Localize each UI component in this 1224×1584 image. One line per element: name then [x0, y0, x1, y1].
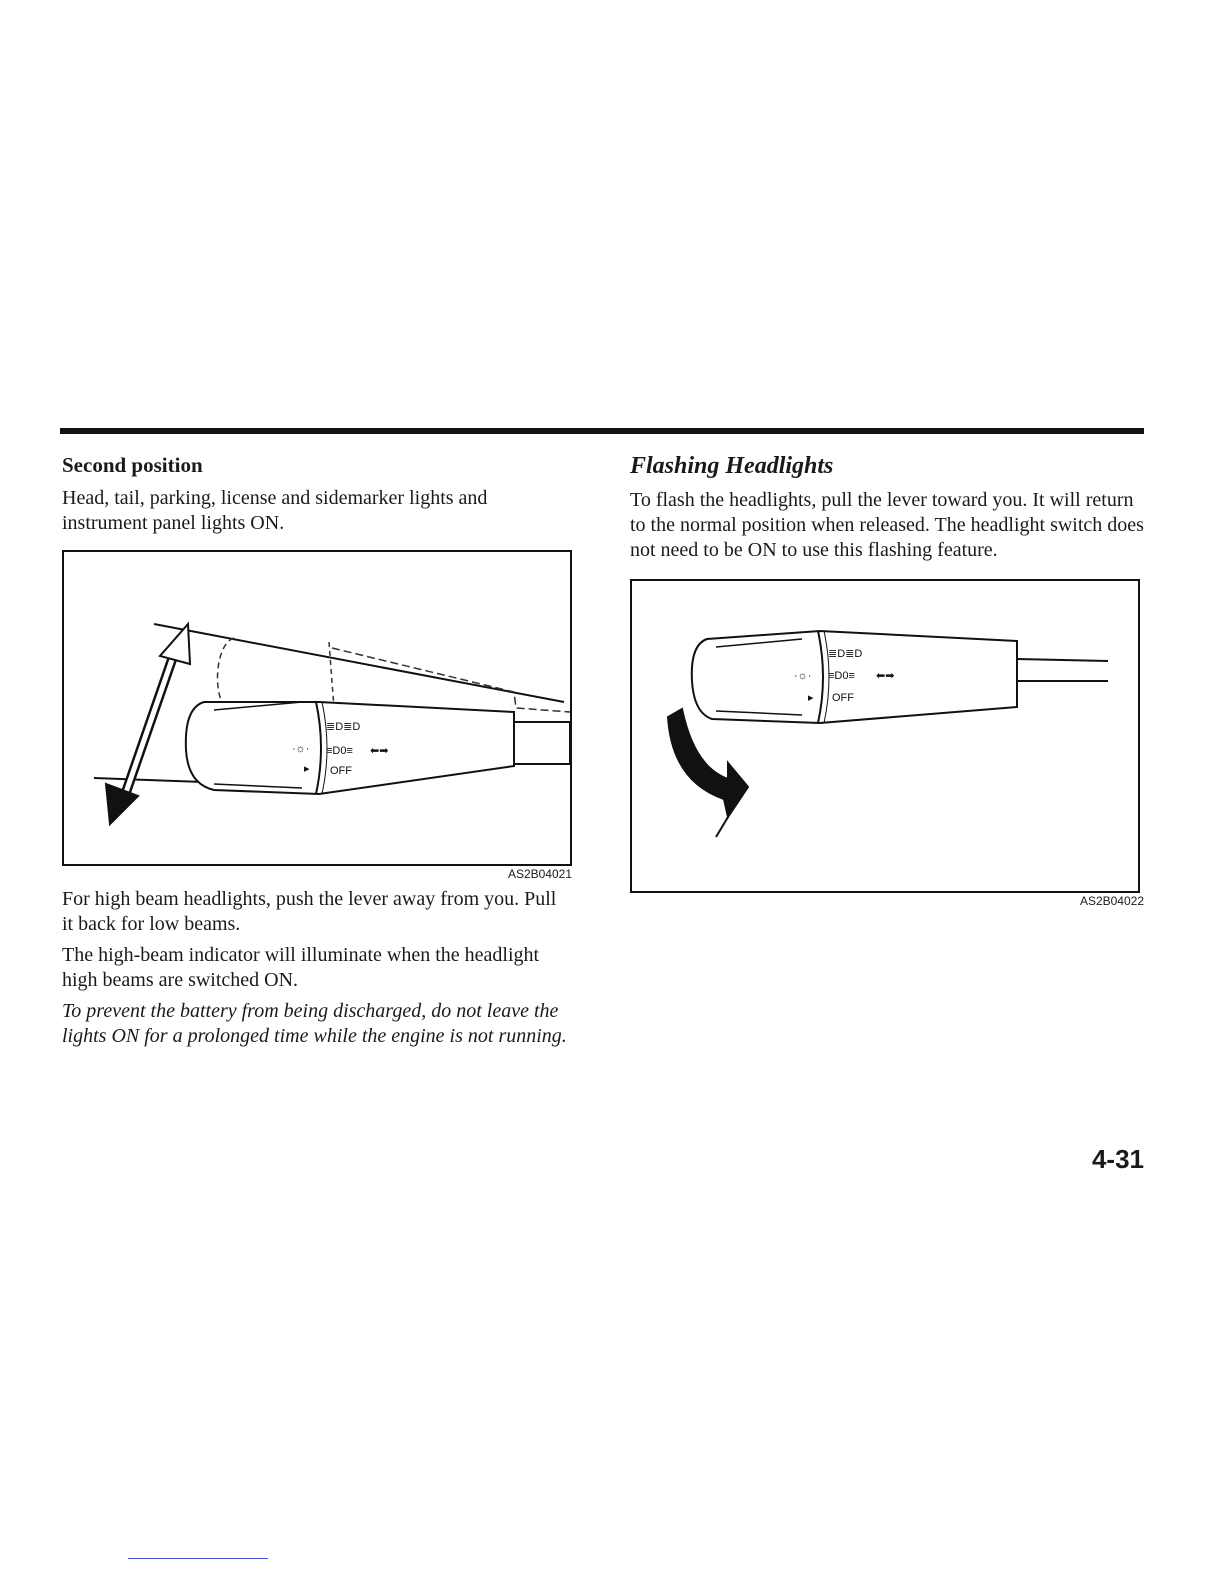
push-pull-arrow-icon — [106, 624, 190, 824]
note-battery: To prevent the battery from being discharged, do not leave the lights ON for a prolonged time while the engine is not running. — [62, 1000, 567, 1047]
lever-label-high: ≣D≣D — [326, 721, 361, 733]
paragraph-second-position: Head, tail, parking, license and sidemarker lights and instrument panel lights ON. — [62, 487, 488, 534]
lever-push-pull-illustration — [64, 552, 570, 864]
paragraph-high-beam: For high beam headlights, push the lever away from you. Pull it back for low beams. — [62, 888, 557, 935]
lever-label-high: ≣D≣D — [828, 648, 863, 660]
figure-lever-push-pull — [62, 550, 572, 866]
paragraph-indicator: The high-beam indicator will illuminate when the headlight high beams are switched ON. — [62, 944, 540, 991]
paragraph-flashing: To flash the headlights, pull the lever toward you. It will return to the normal position when released. The headlight switch does not need to be ON to use this flashing feature. — [630, 489, 1144, 561]
pull-arrow-icon — [668, 709, 748, 837]
lever-label-flash-arrows: ⬅➡ — [876, 670, 895, 682]
lever-label-flash-arrows: ⬅➡ — [370, 745, 389, 757]
bottom-divider — [128, 1558, 268, 1559]
lever-label-off: OFF — [330, 765, 352, 777]
lever-label-off: OFF — [832, 692, 854, 704]
lever-label-low: ≡D0≡ — [326, 745, 353, 757]
lever-flash-illustration — [632, 581, 1138, 891]
page-number: 4-31 — [1091, 1144, 1144, 1174]
lever-label-sun-icon: ·☼· — [794, 670, 812, 682]
right-column — [630, 450, 1144, 908]
section-rule — [60, 428, 1144, 434]
lever-label-arrow: ▸ — [808, 692, 814, 704]
figure-code-1: AS2B04021 — [507, 867, 572, 881]
figure-lever-flash — [630, 579, 1140, 893]
left-column — [62, 450, 572, 1049]
heading-second-position: Second position — [62, 453, 203, 477]
lever-label-sun-icon: ·☼· — [292, 743, 310, 755]
heading-flashing-headlights: Flashing Headlights — [630, 453, 834, 479]
figure-code-2: AS2B04022 — [1079, 894, 1144, 908]
lever-label-low: ≡D0≡ — [828, 670, 855, 682]
lever-label-arrow: ▸ — [304, 763, 310, 775]
